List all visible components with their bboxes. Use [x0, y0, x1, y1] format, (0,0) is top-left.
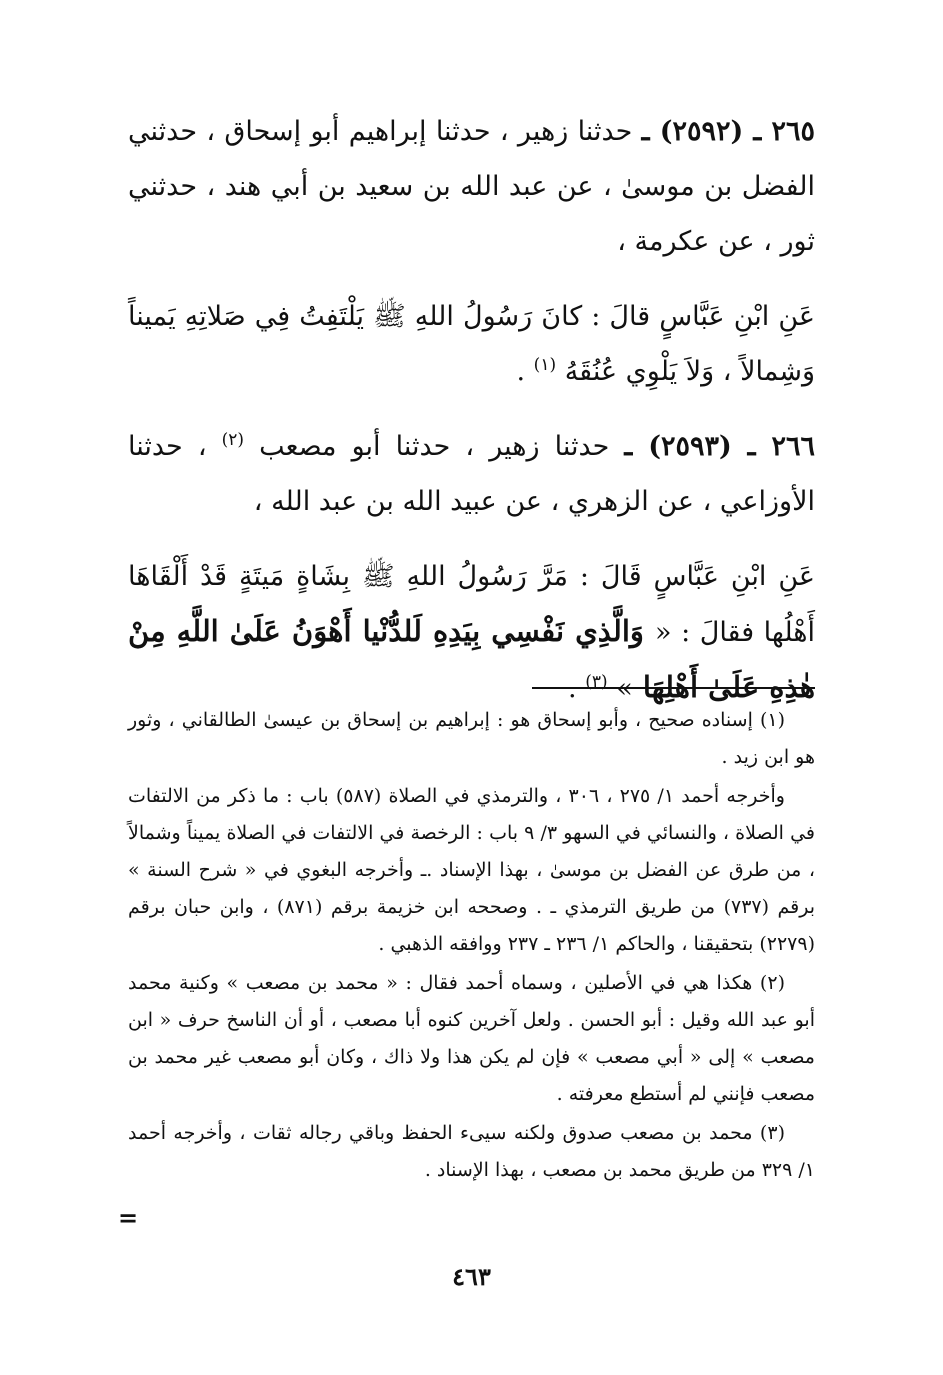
- hadith-266-text: عَنِ ابْنِ عَبَّاسٍ قَالَ : مَرَّ رَسُولُ اللهِ ﷺ بِشَاةٍ مَيتَةٍ قَدْ أَلْقَاهَا أَهْلُها فقالَ : «: [128, 561, 816, 648]
- footnote-1-continued: وأخرجه أحمد ١/ ٢٧٥ ، ٣٠٦ ، والترمذي في الصلاة (٥٨٧) باب : ما ذكر من الالتفات في الصلاة ، والنسائي في السهو ٣/ ٩ باب : الرخصة في الالتفات في الصلاة يميناً وشمالاً ، من طرق عن الفضل بن موسىٰ ، بهذا الإسناد .ـ وأخرجه البغوي في « شرح السنة » برقم (٧٣٧) من طريق الترمذي ـ . وصححه ابن خزيمة برقم (٨٧١) ، وابن حبان برقم (٢٢٧٩) بتحقيقنا ، والحاكم ١/ ٢٣٦ ـ ٢٣٧ ووافقه الذهبي .: [128, 785, 815, 955]
- page-number: ٤٦٣: [452, 1262, 491, 1291]
- continuation-mark: =: [118, 1204, 139, 1232]
- hadith-266-quote-close: »: [616, 673, 633, 704]
- main-text: [128, 104, 815, 716]
- hadith-266-number: ٢٦٦ ـ (٢٥٩٣) ـ: [624, 431, 815, 462]
- hadith-265-end: .: [516, 356, 534, 387]
- hadith-265-matn: [128, 289, 815, 399]
- hadith-266-isnad: [128, 419, 815, 529]
- footnote-1: (١) إسناده صحيح ، وأبو إسحاق هو : إبراهيم بن إسحاق بن عيسىٰ الطالقاني ، وثور هو ابن زيد .: [128, 709, 815, 768]
- footnote-2: (٢) هكذا هي في الأصلين ، وسماه أحمد فقال : « محمد بن مصعب » وكنية محمد أبو عبد الله وقيل : أبو الحسن . ولعل آخرين كنوه أبا مصعب ، أو أن الناسخ حرف « ابن مصعب » إلى « أبي مصعب » فإن لم يكن هذا ولا ذاك ، وكان أبو مصعب غير محمد بن مصعب فإنني لم أستطع معرفته .: [128, 972, 815, 1105]
- footnote-ref-1: (١): [533, 355, 557, 375]
- hadith-265-isnad: [128, 104, 815, 269]
- footnote-ref-3: (٣): [585, 672, 608, 692]
- hadith-266-quote: وَالَّذِي نَفْسِي بِيَدِهِ لَلدُّنْيا أَهْوَنُ عَلَىٰ اللَّهِ مِنْ هٰذِهِ عَلَىٰ أَهْلِهَا: [128, 614, 815, 704]
- hadith-265-number: ٢٦٥ ـ (٢٥٩٢) ـ: [641, 116, 815, 147]
- footnote-ref-2: (٢): [221, 430, 245, 450]
- footnotes: [128, 702, 815, 1191]
- hadith-266-chain-a: حدثنا زهير ، حدثنا أبو مصعب: [259, 431, 625, 462]
- hadith-265-chain: حدثنا زهير ، حدثنا إبراهيم أبو إسحاق ، حدثني الفضل بن موسىٰ ، عن عبد الله بن سعيد بن أبي هند ، حدثني ثور ، عن عكرمة ،: [128, 116, 815, 257]
- hadith-266-chain-b: ، حدثنا الأوزاعي ، عن الزهري ، عن عبيد الله بن عبد الله ،: [128, 431, 815, 517]
- hadith-265-text: عَنِ ابْنِ عَبَّاسٍ قالَ : كانَ رَسُولُ اللهِ ﷺ يَلْتَفِتُ فِي صَلاتِهِ يَميناً وَشِمالاً ، وَلاَ يَلْوِي عُنُقَهُ: [128, 301, 815, 387]
- footnote-3: (٣) محمد بن مصعب صدوق ولكنه سيىء الحفظ وباقي رجاله ثقات ، وأخرجه أحمد ١/ ٣٢٩ من طريق محمد بن مصعب ، بهذا الإسناد .: [128, 1122, 815, 1181]
- footnote-separator: [532, 687, 815, 689]
- hadith-266-matn: [128, 549, 815, 716]
- hadith-266-end: .: [568, 673, 586, 704]
